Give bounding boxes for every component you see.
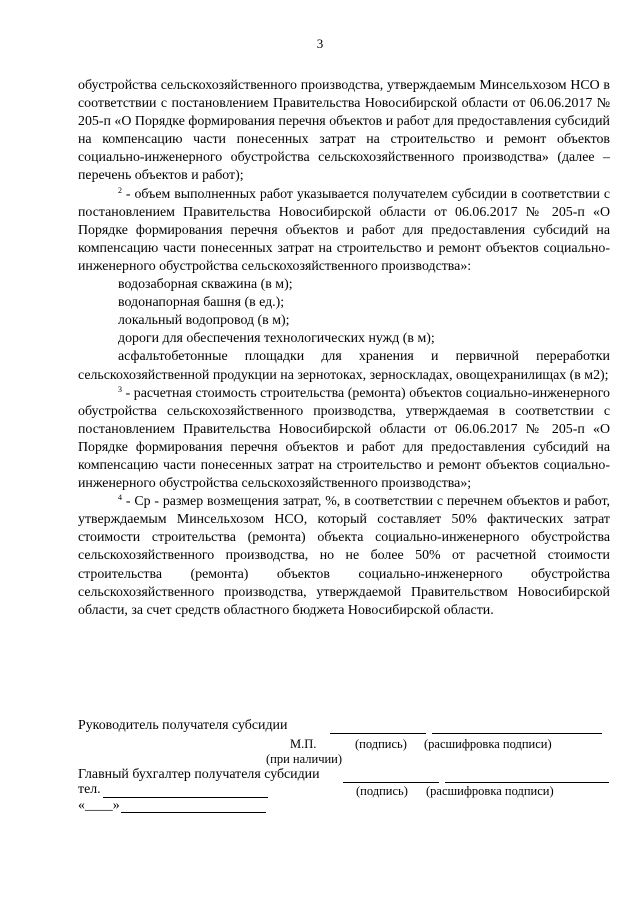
list-item-pipeline: локальный водопровод (в м);: [118, 313, 290, 329]
footnote-3-text: - расчетная стоимость строительства (ремонта) объектов социально-инженерного обустройства сельскохозяйственного производства, утверждаемая в соответствии с постановлением Правительства Новосибирской области от 06.06.2017 № 205-п «О Порядке формирования перечня объектов и работ для предоставления субсидий на компенсацию части понесенных затрат на строительство и ремонт объектов социально-инженерного обустройства сельскохозяйственного производства»;: [78, 385, 610, 492]
list-item-platforms: асфальтобетонные площадки для хранения и первичной переработки сельскохозяйственной продукции на зернотоках, зерноскладах, овощехранилищах (в м2);: [78, 349, 610, 383]
page-number: 3: [316, 36, 324, 51]
paragraph-intro: обустройства сельскохозяйственного производства, утверждаемым Минсельхозом НСО в соответствии с постановлением Правительства Новосибирской области от 06.06.2017 № 205-п «О Порядке формирования перечня объектов и работ для предоставления субсидий на компенсацию части понесенных затрат на строительство и ремонт объектов социально-инженерного обустройства сельскохозяйственного производства» (далее – перечень объектов и работ);: [78, 78, 610, 184]
stamp-note: (при наличии): [266, 752, 343, 766]
footnote-4-text: - Ср - размер возмещения затрат, %, в соответствии с перечнем объектов и работ, утверждаемым Минсельхозом НСО, который составляет 50% фактических затрат стоимости строительства (ремонта) объекта социально-инженерного обустройства сельскохозяйственного производства, но не более 50% от расчетной стоимости строительства (ремонта) объектов социально-инженерного обустройства сельскохозяйственного производства, утверждаемой Правительством Новосибирской области, за счет средств областного бюджета Новосибирской области.: [78, 494, 610, 618]
accountant-signature-line: [343, 782, 439, 783]
footnote-2-marker: 2: [118, 185, 122, 195]
date-line: [121, 812, 266, 813]
accountant-sign-caption: (подпись): [356, 784, 408, 798]
head-decode-line: [432, 733, 602, 734]
head-sign-caption: (подпись): [355, 737, 407, 751]
list-item-tower: водонапорная башня (в ед.);: [118, 295, 285, 311]
list-item-roads: дороги для обеспечения технологических нужд (в м);: [118, 331, 435, 347]
head-signature-label: Руководитель получателя субсидии: [78, 718, 288, 733]
document-body: [78, 77, 610, 620]
accountant-signature-label: Главный бухгалтер получателя субсидии: [78, 767, 320, 782]
phone-line: [103, 797, 268, 798]
footnote-3: [78, 385, 610, 494]
stamp-label: М.П.: [290, 737, 317, 751]
footnote-2: [78, 186, 610, 276]
phone-label: тел.: [78, 782, 101, 797]
footnote-3-marker: 3: [118, 384, 122, 394]
accountant-decode-caption: (расшифровка подписи): [426, 784, 554, 798]
footnote-4-marker: 4: [118, 493, 122, 503]
head-decode-caption: (расшифровка подписи): [424, 737, 552, 751]
date-label: «____»: [78, 798, 120, 813]
head-signature-line: [330, 733, 426, 734]
list-item-well: водозаборная скважина (в м);: [118, 277, 293, 293]
accountant-decode-line: [445, 782, 609, 783]
footnote-2-text: - объем выполненных работ указывается получателем субсидии в соответствии с постановлением Правительства Новосибирской области от 06.06.2017 № 205-п «О Порядке формирования перечня объектов и работ для предоставления субсидий на компенсацию части понесенных затрат на строительство и ремонт объектов социально-инженерного обустройства сельскохозяйственного производства»:: [78, 186, 610, 274]
footnote-4: [78, 493, 610, 620]
